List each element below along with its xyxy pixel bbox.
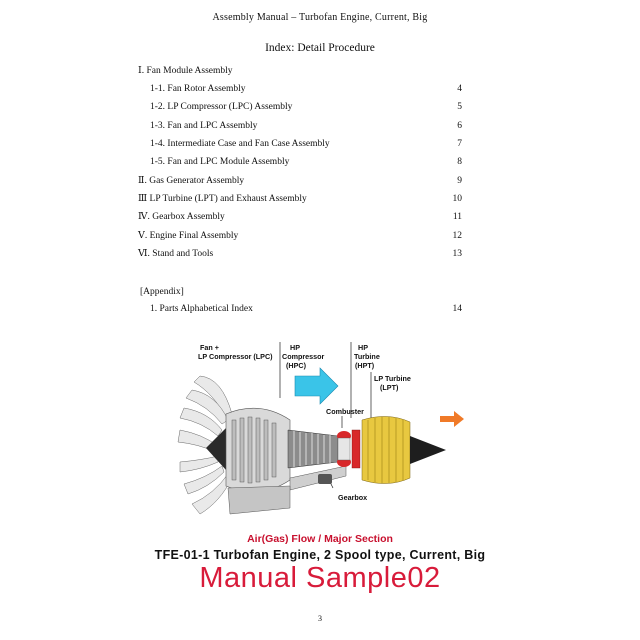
toc-entry-label: 1-1. Fan Rotor Assembly xyxy=(150,84,246,94)
toc-entry-label: Ⅳ. Gearbox Assembly xyxy=(138,212,225,222)
gearbox-label: Gearbox xyxy=(338,493,368,502)
toc-entry-label: 1-3. Fan and LPC Assembly xyxy=(150,121,258,131)
toc-entry-page: 11 xyxy=(452,212,462,222)
index-title: Index: Detail Procedure xyxy=(265,42,375,54)
toc-entry[interactable] xyxy=(138,247,470,261)
toc-entry-label: Ⅴ. Engine Final Assembly xyxy=(138,231,239,241)
toc-entry[interactable] xyxy=(138,174,470,188)
page-number: 3 xyxy=(318,614,322,623)
toc-entry[interactable] xyxy=(138,155,470,169)
manual-sample-title: Manual Sample02 xyxy=(199,562,441,594)
toc-entry[interactable] xyxy=(138,210,470,224)
toc-entry-page: 9 xyxy=(457,176,462,186)
exhaust-flow-arrow-icon xyxy=(440,411,464,427)
toc-entry-page: 10 xyxy=(452,194,462,204)
fan-label-line2: LP Compressor (LPC) xyxy=(198,352,273,361)
toc-entry[interactable] xyxy=(138,229,470,243)
toc-entry-label: Ⅰ. Fan Module Assembly xyxy=(138,66,233,76)
toc-entry-label: 1-2. LP Compressor (LPC) Assembly xyxy=(150,102,293,112)
toc-entry-label: Ⅱ. Gas Generator Assembly xyxy=(138,176,245,186)
toc-entry[interactable] xyxy=(138,119,470,133)
toc-entry[interactable] xyxy=(138,100,470,114)
toc-entry[interactable] xyxy=(138,192,470,206)
toc-entry-page: 6 xyxy=(457,121,462,131)
toc-entry-page: 7 xyxy=(457,139,462,149)
toc-entry[interactable] xyxy=(138,64,470,78)
air-flow-arrow-icon xyxy=(295,368,338,404)
fan-label-line1: Fan + xyxy=(200,343,219,352)
toc-entry[interactable] xyxy=(138,137,470,151)
toc-entry-label: 1-5. Fan and LPC Module Assembly xyxy=(150,157,290,167)
combuster-label: Combuster xyxy=(326,407,364,416)
hpt-label-line2: Turbine xyxy=(354,352,380,361)
hpt-label-line1: HP xyxy=(358,343,368,352)
toc-entry-page: 5 xyxy=(457,102,462,112)
toc-entry-label: Ⅵ. Stand and Tools xyxy=(138,249,214,259)
toc-entry[interactable] xyxy=(138,82,470,96)
toc-entry-label: 1-4. Intermediate Case and Fan Case Assembly xyxy=(150,139,330,149)
toc-entry[interactable] xyxy=(138,302,470,316)
engine-illustration xyxy=(178,376,446,514)
figure-flow-caption: Air(Gas) Flow / Major Section xyxy=(247,533,393,545)
toc-entry-label: 1. Parts Alphabetical Index xyxy=(150,304,253,314)
hpc-label-line3: (HPC) xyxy=(286,361,306,370)
hpc-label-line2: Compressor xyxy=(282,352,325,361)
toc-entry-page: 14 xyxy=(452,304,462,314)
toc-entry-page: 8 xyxy=(457,157,462,167)
figure-caption: TFE-01-1 Turbofan Engine, 2 Spool type, Current, Big xyxy=(154,548,486,562)
engine-cutaway-figure xyxy=(170,338,480,538)
toc-entry-page: 4 xyxy=(457,84,462,94)
toc-entry-page: 13 xyxy=(452,249,462,259)
hpc-label-line1: HP xyxy=(290,343,300,352)
toc-entry-label: Ⅲ LP Turbine (LPT) and Exhaust Assembly xyxy=(138,194,307,204)
lpt-label-line2: (LPT) xyxy=(380,383,399,392)
hpt-label-line3: (HPT) xyxy=(355,361,375,370)
lpt-label-line1: LP Turbine xyxy=(374,374,411,383)
appendix-heading: [Appendix] xyxy=(140,287,184,297)
toc-entry-page: 12 xyxy=(452,231,462,241)
page-header: Assembly Manual – Turbofan Engine, Current, Big xyxy=(212,12,428,23)
